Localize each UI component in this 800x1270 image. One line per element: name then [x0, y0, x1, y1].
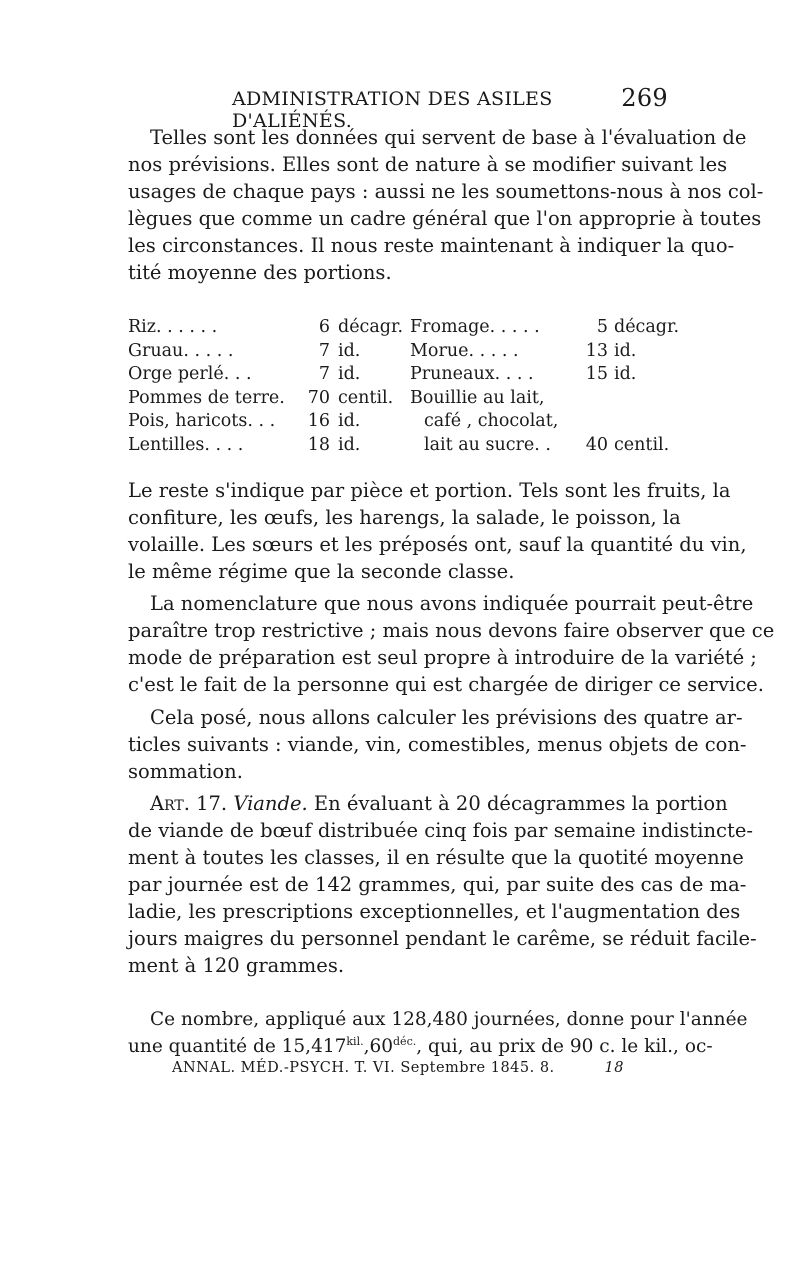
- list-item: Fromage. . . . . 5 décagr.: [410, 317, 680, 337]
- portions-left-column: [128, 316, 404, 457]
- text-line: usages de chaque pays : aussi ne les soumettons-nous à nos col-: [128, 180, 764, 203]
- text-line: ladie, les prescriptions exceptionnelles, et l'augmentation des: [128, 900, 741, 923]
- text-line: Art. 17. Viande. En évaluant à 20 décagrammes la portion: [150, 792, 728, 815]
- text-line: une quantité de $15,417^{kil.},60^{déc.}$, qui, au prix de 90 c. le kil., oc-: [128, 1035, 713, 1057]
- text-line: nos prévisions. Elles sont de nature à se modifier suivant les: [128, 153, 728, 176]
- text-line: Ce nombre, appliqué aux 128,480 journées, donne pour l'année: [150, 1009, 748, 1030]
- list-item: Pois, haricots. . . 16 id.: [128, 411, 361, 431]
- article-17: [128, 790, 757, 979]
- list-item: Riz. . . . . . 6 décagr.: [128, 317, 404, 337]
- paragraph-remainder: [128, 477, 747, 585]
- text-line: Cela posé, nous allons calculer les prévisions des quatre ar-: [150, 706, 743, 729]
- text-line: ticles suivants : viande, vin, comestibles, menus objets de con-: [128, 733, 747, 756]
- text-line: lègues que comme un cadre général que l'on approprie à toutes: [128, 207, 762, 230]
- list-item: Pommes de terre. 70 centil.: [128, 387, 394, 408]
- list-item: Gruau. . . . . 7 id.: [128, 340, 361, 361]
- list-item: Bouillie au lait,: [410, 387, 545, 408]
- text-line: La nomenclature que nous avons indiquée pourrait peut-être: [150, 592, 754, 615]
- list-item: café , chocolat,: [424, 411, 559, 431]
- list-item: Orge perlé. . . 7 id.: [128, 364, 361, 384]
- text-line: volaille. Les sœurs et les préposés ont, sauf la quantité du vin,: [128, 533, 747, 556]
- paragraph-data-basis: [128, 124, 764, 286]
- running-title: ADMINISTRATION DES ASILES D'ALIÉNÉS.: [232, 88, 553, 132]
- article-number: Art. 17.: [150, 792, 228, 815]
- portions-right-column: [410, 316, 680, 457]
- text-line: par journée est de 142 grammes, qui, par suite des cas de ma-: [128, 873, 747, 896]
- text-line: de viande de bœuf distribuée cinq fois par semaine indistincte-: [128, 819, 753, 842]
- text-line: tité moyenne des portions.: [128, 261, 392, 284]
- list-item: Morue. . . . . 13 id.: [410, 340, 637, 361]
- footer-citation: ANNAL. MÉD.-PSYCH. T. VI. Septembre 1845. 8.: [172, 1060, 555, 1076]
- list-item: lait au sucre. . 40 centil.: [424, 434, 670, 455]
- article-title: Viande.: [233, 792, 308, 815]
- list-item: Pruneaux. . . . 15 id.: [410, 364, 637, 384]
- text-line: sommation.: [128, 760, 243, 783]
- text-line: ment à toutes les classes, il en résulte que la quotité moyenne: [128, 846, 744, 869]
- text-line: jours maigres du personnel pendant le carême, se réduit facile-: [128, 927, 757, 950]
- text-line: ment à 120 grammes.: [128, 954, 345, 977]
- text-line: mode de préparation est seul propre à introduire de la variété ;: [128, 646, 757, 669]
- text-line: Telles sont les données qui servent de base à l'évaluation de: [150, 126, 747, 149]
- signature-mark: 18: [604, 1060, 624, 1076]
- text-line: Le reste s'indique par pièce et portion. Tels sont les fruits, la: [128, 479, 731, 502]
- list-item: Lentilles. . . . 18 id.: [128, 434, 361, 455]
- paragraph-nomenclature: [128, 590, 775, 698]
- text-line: confiture, les œufs, les harengs, la salade, le poisson, la: [128, 506, 681, 529]
- paragraph-calculations: [128, 704, 747, 785]
- page-footer: [172, 1060, 624, 1076]
- paragraph-annual-quantity: [128, 1006, 748, 1060]
- page-number: 269: [621, 84, 668, 112]
- text-line: les circonstances. Il nous reste maintenant à indiquer la quo-: [128, 234, 735, 257]
- text-line: paraître trop restrictive ; mais nous devons faire observer que ce: [128, 619, 775, 642]
- text-line: le même régime que la seconde classe.: [128, 560, 515, 583]
- text-line: c'est le fait de la personne qui est chargée de diriger ce service.: [128, 673, 764, 696]
